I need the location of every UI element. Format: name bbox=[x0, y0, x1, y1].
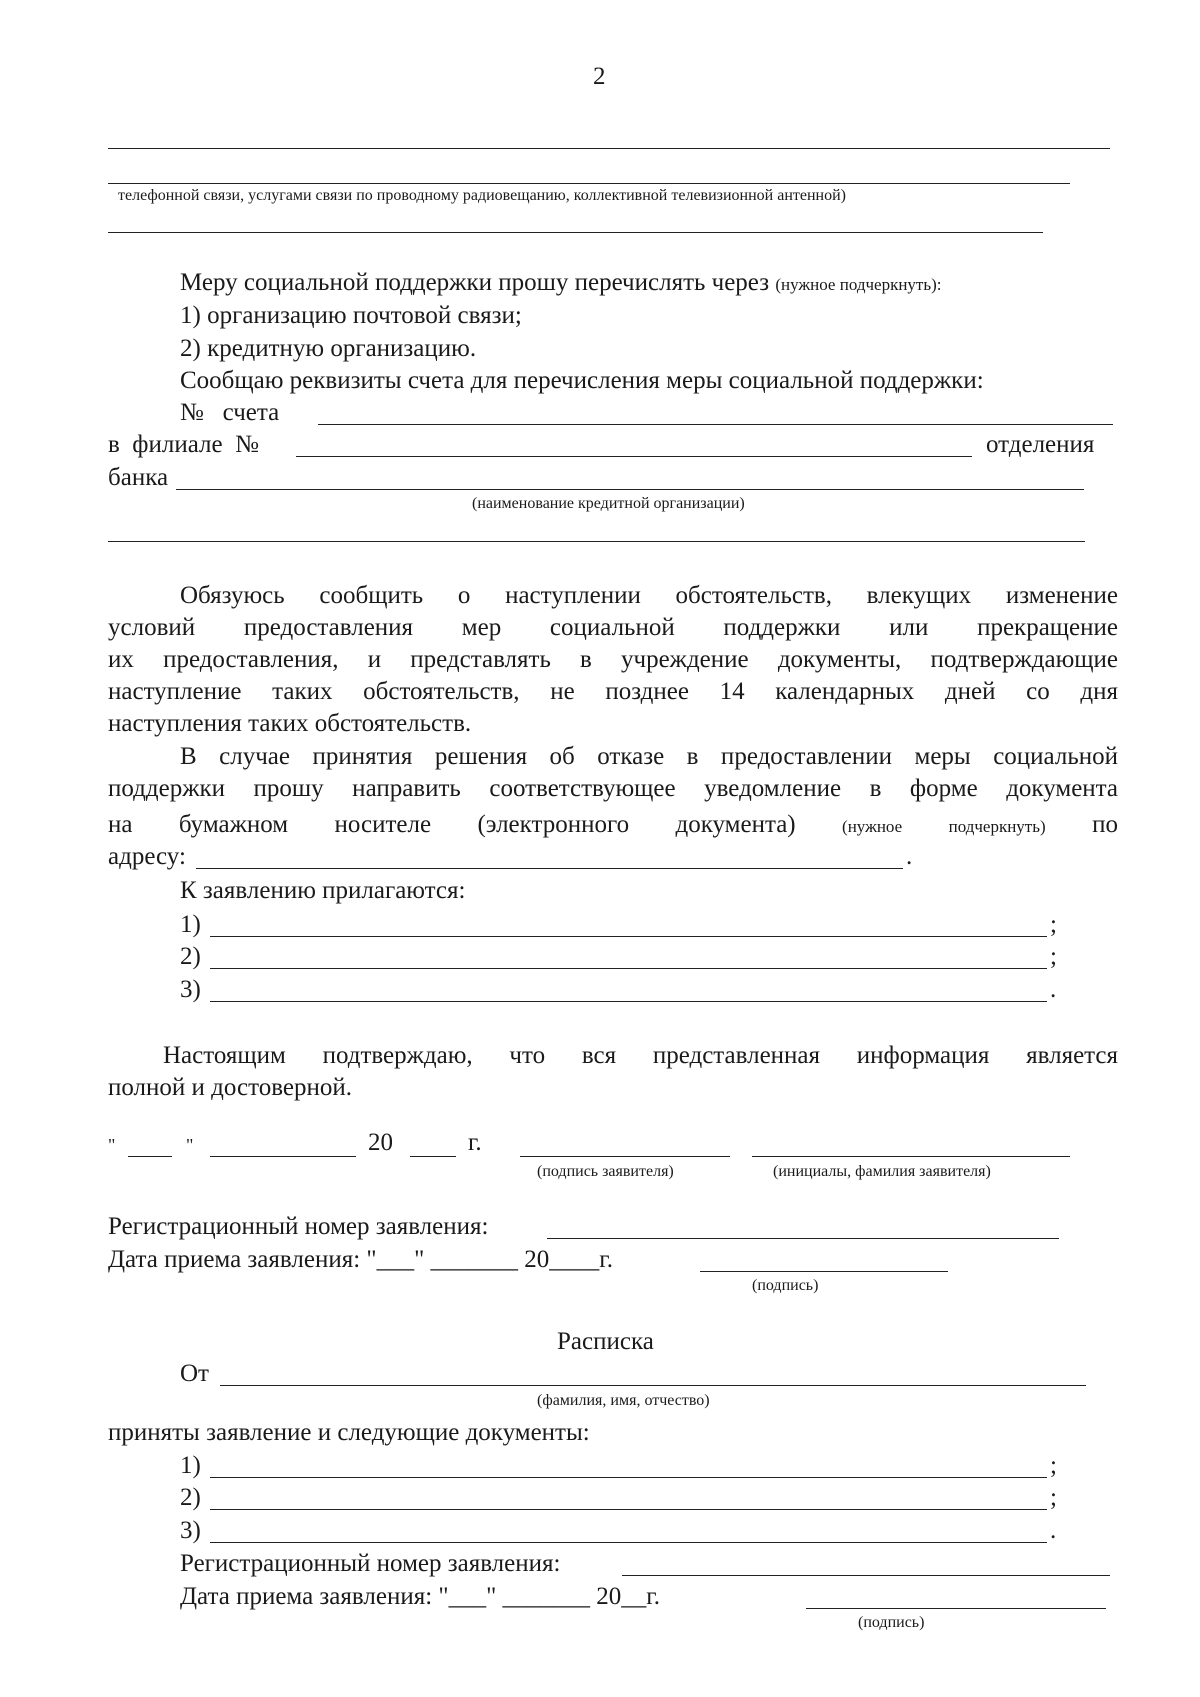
receipt-item-number: 3) bbox=[180, 1517, 201, 1544]
attachment-number: 1) bbox=[180, 911, 201, 938]
attachment-field[interactable] bbox=[210, 936, 1047, 937]
receipt-signature-caption: (подпись) bbox=[858, 1614, 925, 1631]
address-field[interactable] bbox=[196, 868, 903, 869]
receipt-from-label: От bbox=[180, 1360, 209, 1387]
receipt-from-caption: (фамилия, имя, отчество) bbox=[537, 1392, 710, 1409]
attachment-number: 2) bbox=[180, 943, 201, 970]
attachment-field[interactable] bbox=[210, 968, 1047, 969]
underline-hint: подчеркнуть) bbox=[948, 817, 1046, 836]
obligation-line: Обязуюсь сообщить о наступлении обстоятельств, влекущих изменение bbox=[180, 582, 1118, 609]
confirmation-line: полной и достоверной. bbox=[108, 1074, 352, 1101]
refusal-word: (электронного bbox=[477, 811, 630, 838]
attachment-end: ; bbox=[1050, 943, 1057, 970]
date-day-field[interactable] bbox=[128, 1156, 172, 1157]
applicant-signature-field[interactable] bbox=[520, 1156, 730, 1157]
receipt-item-number: 1) bbox=[180, 1452, 201, 1479]
account-details-intro: Сообщаю реквизиты счета для перечисления меры социальной поддержки: bbox=[180, 367, 984, 394]
account-number-field[interactable] bbox=[318, 424, 1113, 425]
refusal-word: бумажном bbox=[178, 811, 289, 838]
obligation-line: наступление таких обстоятельств, не позднее 14 календарных дней со дня bbox=[108, 678, 1118, 705]
payment-intro-text: Меру социальной поддержки прошу перечислять через bbox=[180, 269, 770, 296]
registration-number-label: Регистрационный номер заявления: bbox=[108, 1213, 489, 1240]
confirmation-line: Настоящим подтверждаю, что вся представленная информация является bbox=[163, 1042, 1118, 1069]
registration-signature-caption: (подпись) bbox=[752, 1277, 819, 1294]
refusal-word: по bbox=[1092, 811, 1118, 838]
address-label: адресу: bbox=[108, 843, 186, 870]
blank-line bbox=[108, 148, 1110, 149]
receipt-from-field[interactable] bbox=[220, 1385, 1086, 1386]
refusal-paragraph bbox=[108, 741, 1118, 805]
refusal-line-3 bbox=[108, 810, 1118, 842]
address-period: . bbox=[906, 843, 913, 870]
payment-option-postal: 1) организацию почтовой связи; bbox=[180, 302, 522, 329]
payment-option-bank: 2) кредитную организацию. bbox=[180, 335, 477, 362]
obligation-line: наступления таких обстоятельств. bbox=[108, 710, 472, 737]
bank-label: банка bbox=[108, 464, 169, 491]
receipt-accepted-text: приняты заявление и следующие документы: bbox=[108, 1419, 590, 1446]
signature-caption: (подпись заявителя) bbox=[537, 1163, 674, 1180]
account-label: № счета bbox=[180, 399, 280, 426]
attachment-end: . bbox=[1050, 976, 1057, 1003]
date-month-field[interactable] bbox=[210, 1156, 356, 1157]
underline-hint: (нужное bbox=[842, 817, 903, 836]
receipt-item-end: ; bbox=[1050, 1484, 1057, 1511]
receipt-number-field[interactable] bbox=[622, 1575, 1110, 1576]
branch-label: в филиале № bbox=[108, 431, 259, 458]
registration-signature-field[interactable] bbox=[700, 1271, 948, 1272]
department-label: отделения bbox=[986, 431, 1095, 458]
attachments-title: К заявлению прилагаются: bbox=[180, 877, 466, 904]
receipt-item-field[interactable] bbox=[210, 1542, 1047, 1543]
refusal-line: В случае принятия решения об отказе в предоставлении меры социальной bbox=[180, 743, 1118, 770]
date-year-prefix: 20 bbox=[368, 1129, 393, 1156]
receipt-item-field[interactable] bbox=[210, 1509, 1047, 1510]
underline-hint: (нужное подчеркнуть): bbox=[775, 275, 942, 294]
receipt-item-number: 2) bbox=[180, 1484, 201, 1511]
confirmation-paragraph bbox=[108, 1040, 1118, 1104]
receipt-title: Расписка bbox=[557, 1328, 654, 1355]
registration-date-label: Дата приема заявления: "___" _______ 20____г. bbox=[108, 1246, 613, 1273]
obligation-line: их предоставления, и представлять в учреждение документы, подтверждающие bbox=[108, 646, 1118, 673]
date-quote-close: " bbox=[186, 1135, 194, 1155]
receipt-item-end: ; bbox=[1050, 1452, 1057, 1479]
attachment-number: 3) bbox=[180, 976, 201, 1003]
receipt-item-end: . bbox=[1050, 1517, 1057, 1544]
obligation-line: условий предоставления мер социальной поддержки или прекращение bbox=[108, 614, 1118, 641]
applicant-name-field[interactable] bbox=[752, 1156, 1070, 1157]
refusal-word: на bbox=[108, 811, 133, 838]
bank-caption: (наименование кредитной организации) bbox=[472, 495, 745, 512]
obligation-paragraph bbox=[108, 580, 1118, 740]
receipt-item-field[interactable] bbox=[210, 1477, 1047, 1478]
date-quote-open: " bbox=[108, 1135, 116, 1155]
branch-number-field[interactable] bbox=[296, 456, 972, 457]
header-note: телефонной связи, услугами связи по проводному радиовещанию, коллективной телевизионной антенной) bbox=[118, 187, 846, 204]
name-caption: (инициалы, фамилия заявителя) bbox=[773, 1163, 991, 1180]
bank-name-field[interactable] bbox=[176, 489, 1084, 490]
registration-number-field[interactable] bbox=[547, 1238, 1059, 1239]
refusal-word: носителе bbox=[334, 811, 432, 838]
receipt-signature-field[interactable] bbox=[806, 1608, 1106, 1609]
attachment-end: ; bbox=[1050, 911, 1057, 938]
attachment-field[interactable] bbox=[210, 1001, 1047, 1002]
receipt-number-label: Регистрационный номер заявления: bbox=[180, 1550, 561, 1577]
date-year-suffix: г. bbox=[468, 1129, 482, 1156]
receipt-date-label: Дата приема заявления: "___" _______ 20__г. bbox=[180, 1583, 660, 1610]
date-year-field[interactable] bbox=[410, 1156, 456, 1157]
blank-line bbox=[108, 183, 1070, 184]
refusal-word: документа) bbox=[675, 811, 796, 838]
payment-intro bbox=[180, 268, 942, 300]
blank-line bbox=[108, 232, 1043, 233]
refusal-line: поддержки прошу направить соответствующее уведомление в форме документа bbox=[108, 775, 1118, 802]
blank-line bbox=[108, 541, 1085, 542]
page-number: 2 bbox=[593, 63, 606, 90]
